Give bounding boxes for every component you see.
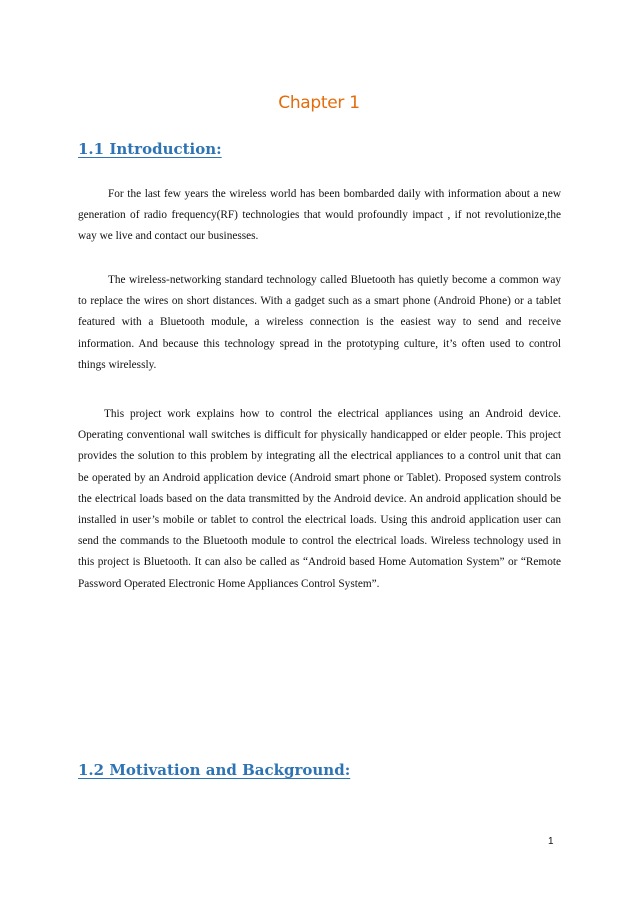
page-number: 1	[548, 836, 554, 847]
section-heading-introduction: 1.1 Introduction:	[78, 140, 222, 158]
section-heading-motivation: 1.2 Motivation and Background:	[78, 761, 351, 779]
chapter-title: Chapter 1	[278, 93, 360, 113]
intro-paragraph-2: The wireless-networking standard technology called Bluetooth has quietly become a common way to replace the wires on short distances. With a gadget such as a smart phone (Android Phone) or a tablet featured with a Bluetooth module, a wireless connection is the easiest way to send and receive information. And because this technology spread in the prototyping culture, it’s often used to control things wirelessly.	[78, 274, 561, 371]
intro-paragraph-3: This project work explains how to control the electrical appliances using an Android device. Operating conventional wall switches is difficult for physically handicapped or elder people. This project provides the solution to this problem by integrating all the electrical appliances to a control unit that can be operated by an Android application device (Android smart phone or Tablet). Proposed system controls the electrical loads based on the data transmitted by the Android device. An android application should be installed in user’s mobile or tablet to control the electrical loads. Using this android application user can send the commands to the Bluetooth module to control the electrical loads. Wireless technology used in this project is Bluetooth. It can also be called as “Android based Home Automation System” or “Remote Password Operated Electronic Home Appliances Control System”.	[78, 408, 561, 590]
intro-paragraph-1: For the last few years the wireless world has been bombarded daily with information about a new generation of radio frequency(RF) technologies that would profoundly impact , if not revolutionize,the way we live and contact our businesses.	[78, 188, 561, 243]
